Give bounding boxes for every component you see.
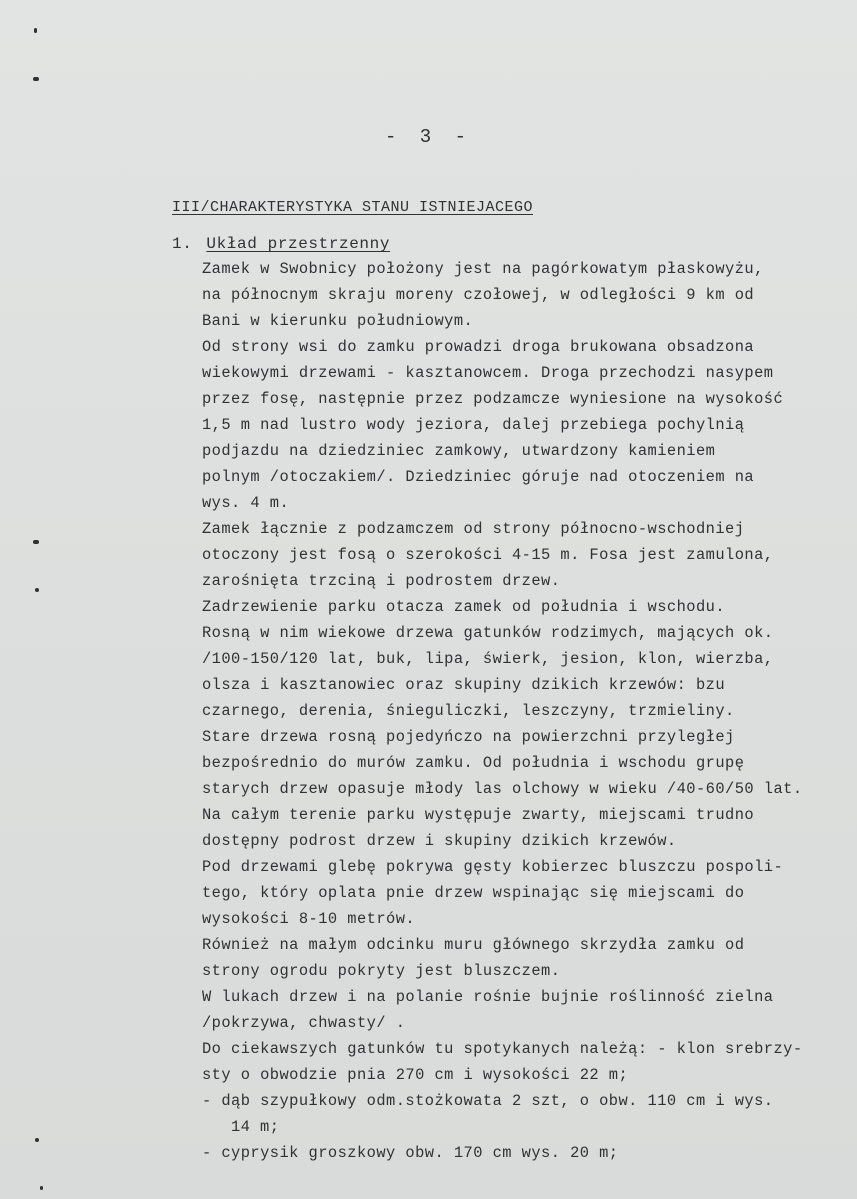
text-line: strony ogrodu pokryty jest bluszczem.	[202, 962, 561, 980]
text-line: olsza i kasztanowiec oraz skupiny dzikich krzewów: bzu	[202, 676, 726, 694]
text-line: /100-150/120 lat, buk, lipa, świerk, jesion, klon, wierzba,	[202, 650, 774, 668]
punch-mark	[33, 540, 39, 544]
text-line: /pokrzywa, chwasty/ .	[202, 1014, 406, 1032]
punch-mark	[35, 588, 39, 592]
text-line: Do ciekawszych gatunków tu spotykanych należą: - klon srebrzy-	[202, 1040, 803, 1058]
punch-mark	[34, 28, 37, 33]
text-line: wysokości 8-10 metrów.	[202, 910, 416, 928]
text-line: przez fosę, następnie przez podzamcze wyniesione na wysokość	[202, 390, 784, 408]
text-line: bezpośrednio do murów zamku. Od południa i wschodu grupę	[202, 754, 745, 772]
subsection-heading	[172, 235, 390, 253]
text-line: Bani w kierunku południowym.	[202, 312, 474, 330]
text-line: Zamek łącznie z podzamczem od strony północno-wschodniej	[202, 520, 745, 538]
text-line: Zamek w Swobnicy położony jest na pagórkowatym płaskowyżu,	[202, 260, 764, 278]
text-line: - cyprysik groszkowy obw. 170 cm wys. 20 m;	[202, 1144, 619, 1162]
text-line: wys. 4 m.	[202, 494, 290, 512]
text-line: Również na małym odcinku muru głównego skrzydła zamku od	[202, 936, 745, 954]
text-line: Stare drzewa rosną pojedyńczo na powierzchni przyległej	[202, 728, 735, 746]
text-line: Pod drzewami glebę pokrywa gęsty kobierzec bluszczu pospoli-	[202, 858, 784, 876]
text-line: Rosną w nim wiekowe drzewa gatunków rodzimych, mających ok.	[202, 624, 774, 642]
text-line: zarośnięta trzciną i podrostem drzew.	[202, 572, 561, 590]
text-line: otoczony jest fosą o szerokości 4-15 m. Fosa jest zamulona,	[202, 546, 774, 564]
text-line: czarnego, derenia, śnieguliczki, leszczyny, trzmieliny.	[202, 702, 735, 720]
section-heading: III/CHARAKTERYSTYKA STANU ISTNIEJACEGO	[172, 199, 534, 216]
text-line: - dąb szypułkowy odm.stożkowata 2 szt, o obw. 110 cm i wys.	[202, 1092, 774, 1110]
punch-mark	[33, 77, 39, 81]
text-line: 14 m;	[231, 1118, 280, 1136]
text-line: tego, który oplata pnie drzew wspinając się miejscami do	[202, 884, 745, 902]
text-line: polnym /otoczakiem/. Dziedziniec góruje nad otoczeniem na	[202, 468, 755, 486]
subsection-number: 1.	[172, 235, 193, 253]
text-line: Od strony wsi do zamku prowadzi droga brukowana obsadzona	[202, 338, 755, 356]
punch-mark	[40, 1186, 43, 1190]
subsection-title: Układ przestrzenny	[206, 235, 391, 253]
text-line: 1,5 m nad lustro wody jeziora, dalej przebiega pochylnią	[202, 416, 745, 434]
text-line: starych drzew opasuje młody las olchowy w wieku /40-60/50 lat.	[202, 780, 803, 798]
text-line: podjazdu na dziedziniec zamkowy, utwardzony kamieniem	[202, 442, 716, 460]
punch-mark	[35, 1138, 39, 1142]
text-line: na północnym skraju moreny czołowej, w odległości 9 km od	[202, 286, 755, 304]
text-line: dostępny podrost drzew i skupiny dzikich krzewów.	[202, 832, 677, 850]
page-number: - 3 -	[384, 126, 472, 148]
text-line: wiekowymi drzewami - kasztanowcem. Droga przechodzi nasypem	[202, 364, 774, 382]
text-line: Zadrzewienie parku otacza zamek od południa i wschodu.	[202, 598, 726, 616]
text-line: Na całym terenie parku występuje zwarty, miejscami trudno	[202, 806, 755, 824]
text-line: sty o obwodzie pnia 270 cm i wysokości 22 m;	[202, 1066, 629, 1084]
text-line: W lukach drzew i na polanie rośnie bujnie roślinność zielna	[202, 988, 774, 1006]
